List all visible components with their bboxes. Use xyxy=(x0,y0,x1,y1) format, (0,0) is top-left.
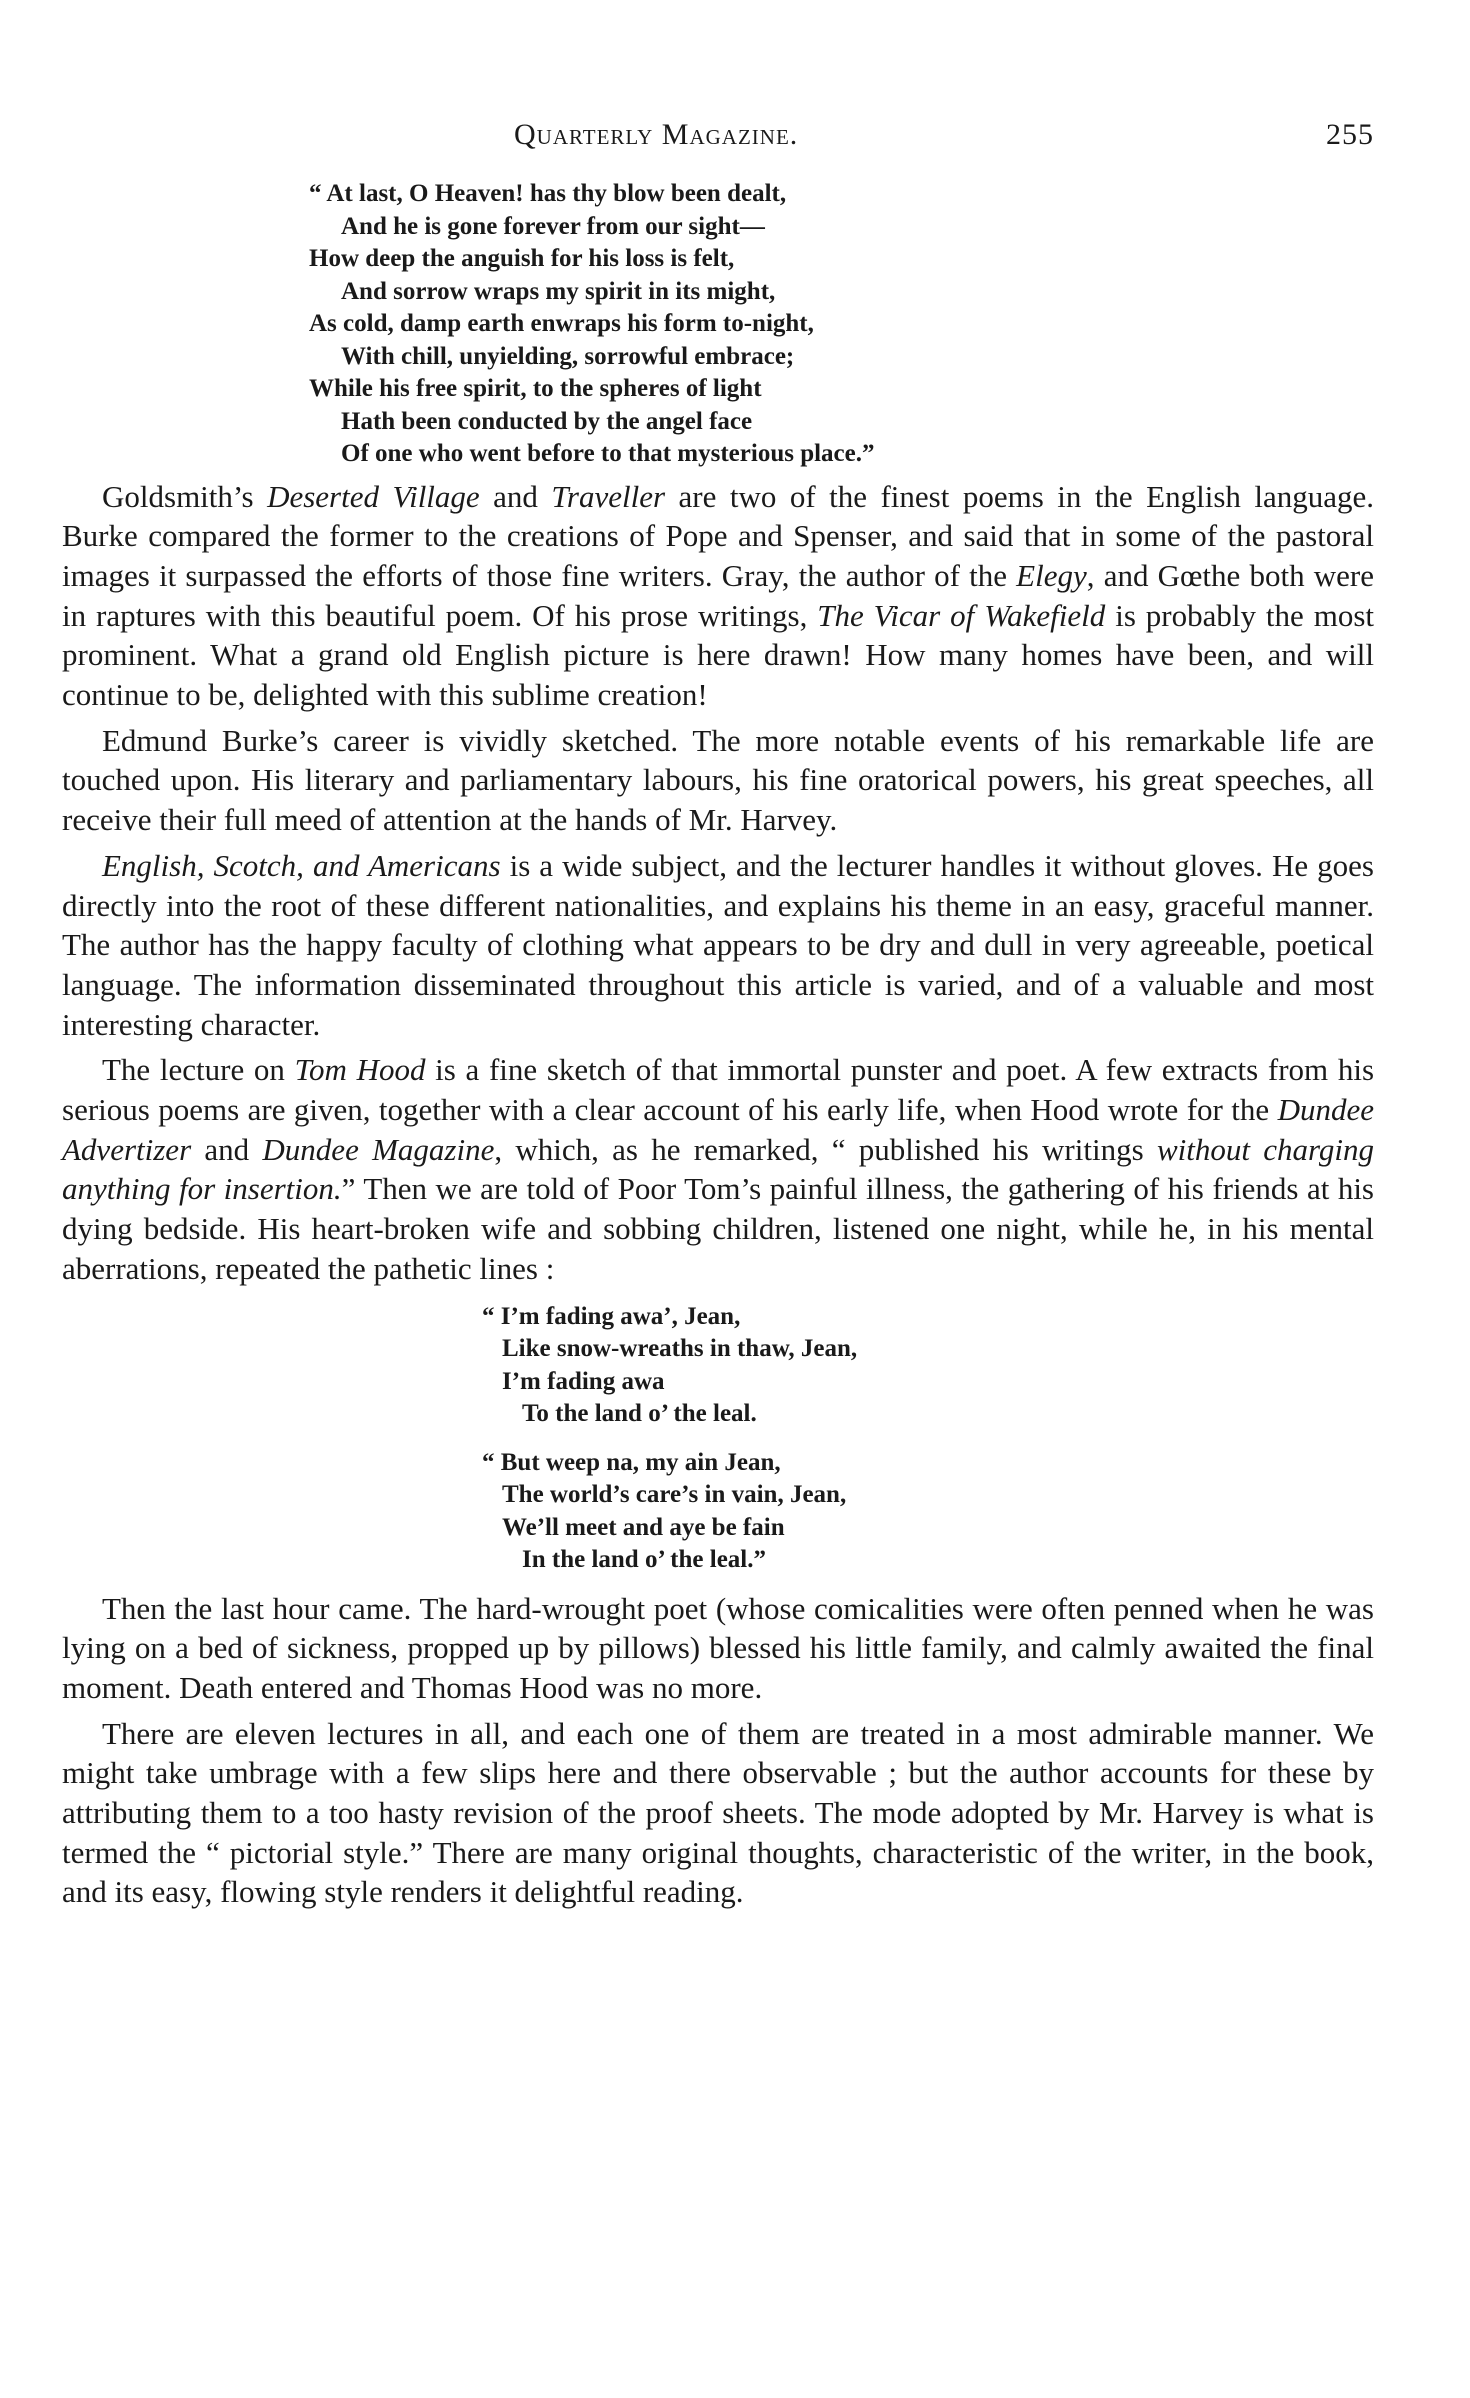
poem-line: And sorrow wraps my spirit in its might, xyxy=(341,277,776,305)
text-run: are two of the finest poems in the English language. Burke compared the former to the creations of Pope and Spenser, and said that in some of the pastoral images it surpassed the efforts of those fine writers. Gray, the author of the xyxy=(62,478,1375,593)
verse-line: I’m fading awa xyxy=(502,1367,665,1395)
verse-line: To the land o’ the leal. xyxy=(522,1400,757,1428)
text-run: ” Then we are told of Poor Tom’s painful illness, the gathering of his friends at his dying bedside. His heart-broken wife and sobbing children, listened one night, while he, in his mental aberrations, repeated the pathetic lines : xyxy=(62,1171,1374,1286)
paragraph-nationalities xyxy=(62,846,1374,1045)
poem-line: As cold, damp earth enwraps his form to-night, xyxy=(309,310,814,337)
poem-line: And he is gone forever from our sight— xyxy=(341,212,765,240)
text-run: is probably the most prominent. What a grand old English picture is here drawn! How many homes have been, and will continue to be, delighted with this sublime creation! xyxy=(62,597,1375,713)
poem-line: “ At last, O Heaven! has thy blow been dealt, xyxy=(309,180,787,207)
verse-line: “ But weep na, my ain Jean, xyxy=(482,1448,781,1476)
hood-verse-stanza-1 xyxy=(482,1301,1374,1431)
paragraph-lectures-review: There are eleven lectures in all, and each one of them are treated in a most admirable manner. We might take umbrage with a few slips here and there observable ; but the author accounts for these by attributing them to a too hasty revision of the proof sheets. The mode adopted by Mr. Harvey is what is termed the “ pictorial style.” There are many original thoughts, characteristic of the writer, in the book, and its easy, flowing style renders it delightful reading. xyxy=(62,1715,1374,1910)
text-run: is a fine sketch of that immortal punster and poet. A few extracts from his serious poems are given, together with a clear account of his early life, when Hood wrote for the xyxy=(62,1052,1375,1128)
verse-line: In the land o’ the leal.” xyxy=(522,1546,766,1574)
verse-line: Like snow-wreaths in thaw, Jean, xyxy=(502,1335,858,1363)
title-elegy: Elegy xyxy=(1016,557,1087,593)
text-run: and xyxy=(479,478,552,514)
text-run: Goldsmith’s xyxy=(102,478,268,514)
paragraph-tom-hood xyxy=(62,1050,1374,1288)
poem-line: How deep the anguish for his loss is felt, xyxy=(309,245,735,272)
title-english-scotch-americans: English, Scotch, and Americans xyxy=(102,847,501,883)
verse-line: “ I’m fading awa’, Jean, xyxy=(482,1302,741,1330)
poem-line: Hath been conducted by the angel face xyxy=(341,407,753,435)
title-vicar-of-wakefield: The Vicar of Wakefield xyxy=(817,597,1106,633)
poem-line: With chill, unyielding, sorrowful embrace; xyxy=(341,342,795,370)
verse-line: We’ll meet and aye be fain xyxy=(502,1513,785,1541)
poem-line: Of one who went before to that mysterious place.” xyxy=(341,440,875,467)
page-number: 255 xyxy=(1326,118,1374,151)
running-head-title: Quarterly Magazine. xyxy=(514,118,799,151)
paragraph-hood-death: Then the last hour came. The hard-wrought poet (whose comicalities were often penned when he was lying on a bed of sickness, propped up by pillows) blessed his little family, and calmly awaited the final moment. Death entered and Thomas Hood was no more. xyxy=(62,1590,1374,1705)
verse-line: The world’s care’s in vain, Jean, xyxy=(502,1481,847,1509)
quote-without-charging: without charging anything for insertion. xyxy=(62,1131,1374,1207)
text-run: , which, as he remarked, “ published his writings xyxy=(494,1131,1157,1167)
title-traveller: Traveller xyxy=(551,478,666,514)
paragraph-goldsmith xyxy=(62,477,1374,715)
running-head xyxy=(62,100,1374,160)
text-run: is a wide subject, and the lecturer handles it without gloves. He goes directly into the root of these different nationalities, and explains his theme in an easy, graceful manner. The author has the happy faculty of clothing what appears to be dry and dull in very agreeable, poetical language. The information disseminated throughout this article is varied, and of a valuable and most interesting character. xyxy=(62,847,1374,1042)
title-deserted-village: Deserted Village xyxy=(267,478,480,514)
text-run: The lecture on xyxy=(102,1052,295,1088)
opening-poem xyxy=(309,178,1374,471)
title-dundee-advertizer: Dundee Advertizer xyxy=(62,1092,1374,1167)
text-run: , and Gœthe both were in raptures with this beautiful poem. Of his prose writings, xyxy=(62,557,1374,633)
paragraph-burke: Edmund Burke’s career is vividly sketched. The more notable events of his remarkable life are touched upon. His literary and parliamentary labours, his fine oratorical powers, his great speeches, all receive their full meed of attention at the hands of Mr. Harvey. xyxy=(62,722,1374,838)
poem-line: While his free spirit, to the spheres of light xyxy=(309,375,762,402)
hood-verse-stanza-2 xyxy=(482,1447,1374,1577)
title-dundee-magazine: Dundee Magazine xyxy=(262,1131,495,1167)
text-run: and xyxy=(191,1131,263,1167)
magazine-page xyxy=(62,100,1374,1912)
title-tom-hood: Tom Hood xyxy=(294,1052,426,1088)
